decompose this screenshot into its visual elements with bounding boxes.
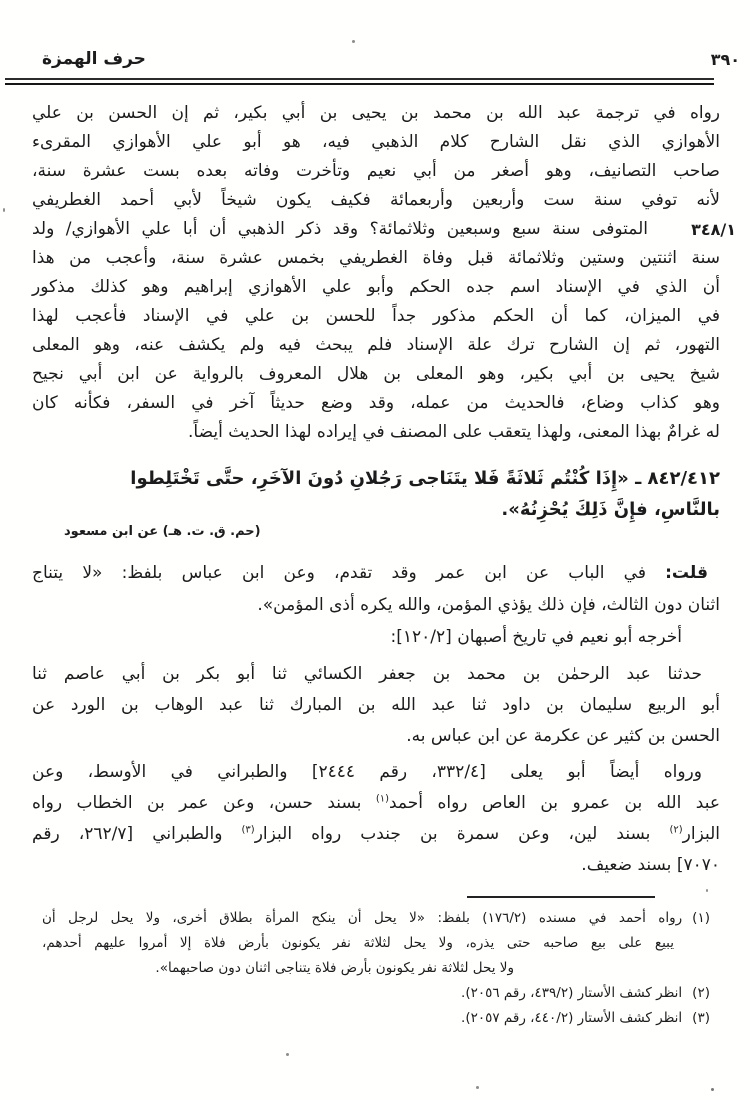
scan-speck: [476, 1086, 479, 1089]
footnote-marker: (٢): [692, 985, 710, 1001]
scan-speck: [706, 889, 708, 892]
footnote-ref-1: (١): [375, 793, 389, 805]
isnad-line: الحسن بن كثير عن عكرمة عن ابن عباس به.: [406, 726, 720, 746]
header-double-rule: [5, 78, 714, 85]
commentary-text: في الباب عن ابن عمر وقد تقدم، وعن ابن عباس بلفظ: «لا يتناج: [32, 563, 666, 583]
hadith-number: ٨٤٢/٤١٢: [647, 468, 720, 489]
footnote-ref-3: (٣): [241, 824, 255, 836]
hadith-line: [32, 463, 720, 494]
footnote-marker: (٣): [692, 1010, 710, 1026]
narrations-line: ورواه أيضاً أبو يعلى [٣٣٢/٤، رقم ٢٤٤٤] والطبراني في الأوسط، وعن: [32, 762, 702, 782]
scan-speck: [3, 208, 5, 212]
scan-speck: [711, 1088, 714, 1091]
body-line: رواه في ترجمة عبد الله بن محمد بن يحيى بن أبي بكير، ثم إن الحسن بن علي: [32, 103, 720, 123]
scan-speck: [286, 1053, 289, 1056]
body-line: له غرامٌ بهذا المعنى، ولهذا يتعقب على المصنف في إيراده لهذا الحديث أيضاً.: [188, 422, 720, 442]
footnote-line: [42, 981, 710, 1006]
narrations-text: البزار: [682, 824, 720, 844]
footnote-ref-2: (٢): [669, 824, 683, 836]
footnote-divider: [467, 896, 655, 898]
footnote-line: [42, 1006, 710, 1031]
commentary-line: [32, 557, 720, 589]
footnote-marker: (١): [692, 910, 710, 926]
body-line: صاحب التصانيف، وهو أصغر من أبي نعيم وتأخرت وفاته بعده بست عشرة سنة،: [32, 161, 720, 181]
hadith-line: بالنَّاسِ، فإِنَّ ذَلِكَ يُحْزِنُهُ».: [501, 499, 720, 520]
narrations-paragraph: [32, 757, 720, 881]
isnad-paragraph: [32, 659, 720, 752]
narrations-text: والطبراني [٢٦٢/٧، رقم: [32, 824, 242, 844]
footnote-line: [42, 906, 710, 931]
scan-speck: [352, 40, 355, 43]
commentary-line: اثنان دون الثالث، فإن ذلك يؤذي المؤمن، والله يكره أذى المؤمن».: [257, 595, 720, 615]
isnad-line: حدثنا عبد الرحمٰن بن محمد بن جعفر الكسائي ثنا أبو بكر بن أبي عاصم ثنا: [32, 664, 702, 684]
narrations-text: بسند لين، وعن سمرة بن جندب رواه البزار: [254, 824, 670, 844]
main-paragraph: [32, 99, 736, 447]
body-line: سنة اثنتين وستين وثلاثمائة قبل وفاة الغطريفي بخمس عشرة سنة، وأعجب من هذا: [32, 248, 720, 268]
body-line-with-margin-ref: [32, 215, 736, 244]
body-line: المتوفى سنة سبع وسبعين وثلاثمائة؟ وقد ذكر الذهبي أن أبا علي الأهوازي/ ولد: [32, 219, 648, 239]
takhrij-line: أخرجه أبو نعيم في تاريخ أصبهان [١٢٠/٢]:: [390, 627, 682, 647]
hadith-attribution: (حم. ق. ت. هـ) عن ابن مسعود: [64, 524, 261, 539]
body-line: شيخ يحيى بن أبي بكير، وهو المعلى بن هلال المعروف بالرواية عن ابن أبي نجيح: [32, 364, 720, 384]
narrations-text: عبد الله بن عمرو بن العاص رواه أحمد: [389, 793, 720, 813]
isnad-line: أبو الربيع سليمان بن داود ثنا عبد الله بن المبارك ثنا عبد الوهاب بن الورد عن: [32, 695, 720, 715]
narrations-line: ٧٠٧٠] بسند ضعيف.: [581, 855, 720, 875]
body-line: أن الذي في الإسناد اسم جده الحكم وأبو علي الأهوازي إبراهيم وهو كذلك مذكور: [32, 277, 720, 297]
body-line: وهو كذاب وضاع، فالحديث من عمله، وقد وضع حديثاً آخر في السفر، فكأنه كان: [32, 393, 720, 413]
footnote-text: انظر كشف الأستار (٤٤٠/٢، رقم ٢٠٥٧).: [461, 1010, 683, 1026]
body-line: في الميزان، كما أن الحكم مذكور جداً للحسن بن علي في الإسناد فأعجب لهذا: [32, 306, 720, 326]
body-line: لأنه توفي سنة ست وأربعين وأربعمائة فكيف يكون شيخاً لأبي أحمد الغطريفي: [32, 190, 720, 210]
page-number: ٣٩٠: [710, 50, 740, 69]
narrations-line: [32, 819, 720, 850]
hadith-text: ـ «إِذَا كُنْتُم ثَلاثَةً فَلا يتَنَاجى رَجُلانِ دُونَ الآخَرِ، حتَّى تَخْتَلِطوا: [130, 468, 648, 489]
body-line: الأهوازي الذي نقل الشارح كلام الذهبي فيه، هو أبو علي الأهوازي المقرىء: [32, 132, 720, 152]
hadith-entry: [32, 463, 720, 525]
narrations-text: بسند حسن، وعن عمر بن الخطاب رواه: [32, 793, 376, 813]
body-line: التهور، ثم إن الشارح ترك علة الإسناد فلم يبحث فيه ولم يكشف عنه، وهو المعلى: [32, 335, 720, 355]
footnotes: [42, 906, 710, 1031]
chapter-title: حرف الهمزة: [42, 49, 146, 69]
narrations-line: [32, 788, 720, 819]
margin-volume-page-ref: ٣٤٨/١: [691, 220, 736, 239]
footnote-text: رواه أحمد في مسنده (١٧٦/٢) بلفظ: «لا يحل أن ينكح المرأة بطلاق أخرى، ولا يحل لرجل أن: [42, 910, 683, 926]
takhrij-paragraph: [32, 621, 720, 653]
page-header: [42, 49, 740, 69]
qultu-label: قلت:: [665, 563, 708, 583]
footnote-line: يبيع على بيع صاحبه حتى يذره، ولا يحل لثلاثة نفر يكونون بأرض فلاة إلا أمروا عليهم أحدهم،: [42, 935, 674, 951]
footnote-line: ولا يحل لثلاثة نفر يكونون بأرض فلاة يتناجى اثنان دون صاحبهما».: [155, 960, 514, 976]
footnote-text: انظر كشف الأستار (٤٣٩/٢، رقم ٢٠٥٦).: [461, 985, 683, 1001]
commentary-paragraph: [32, 557, 720, 621]
